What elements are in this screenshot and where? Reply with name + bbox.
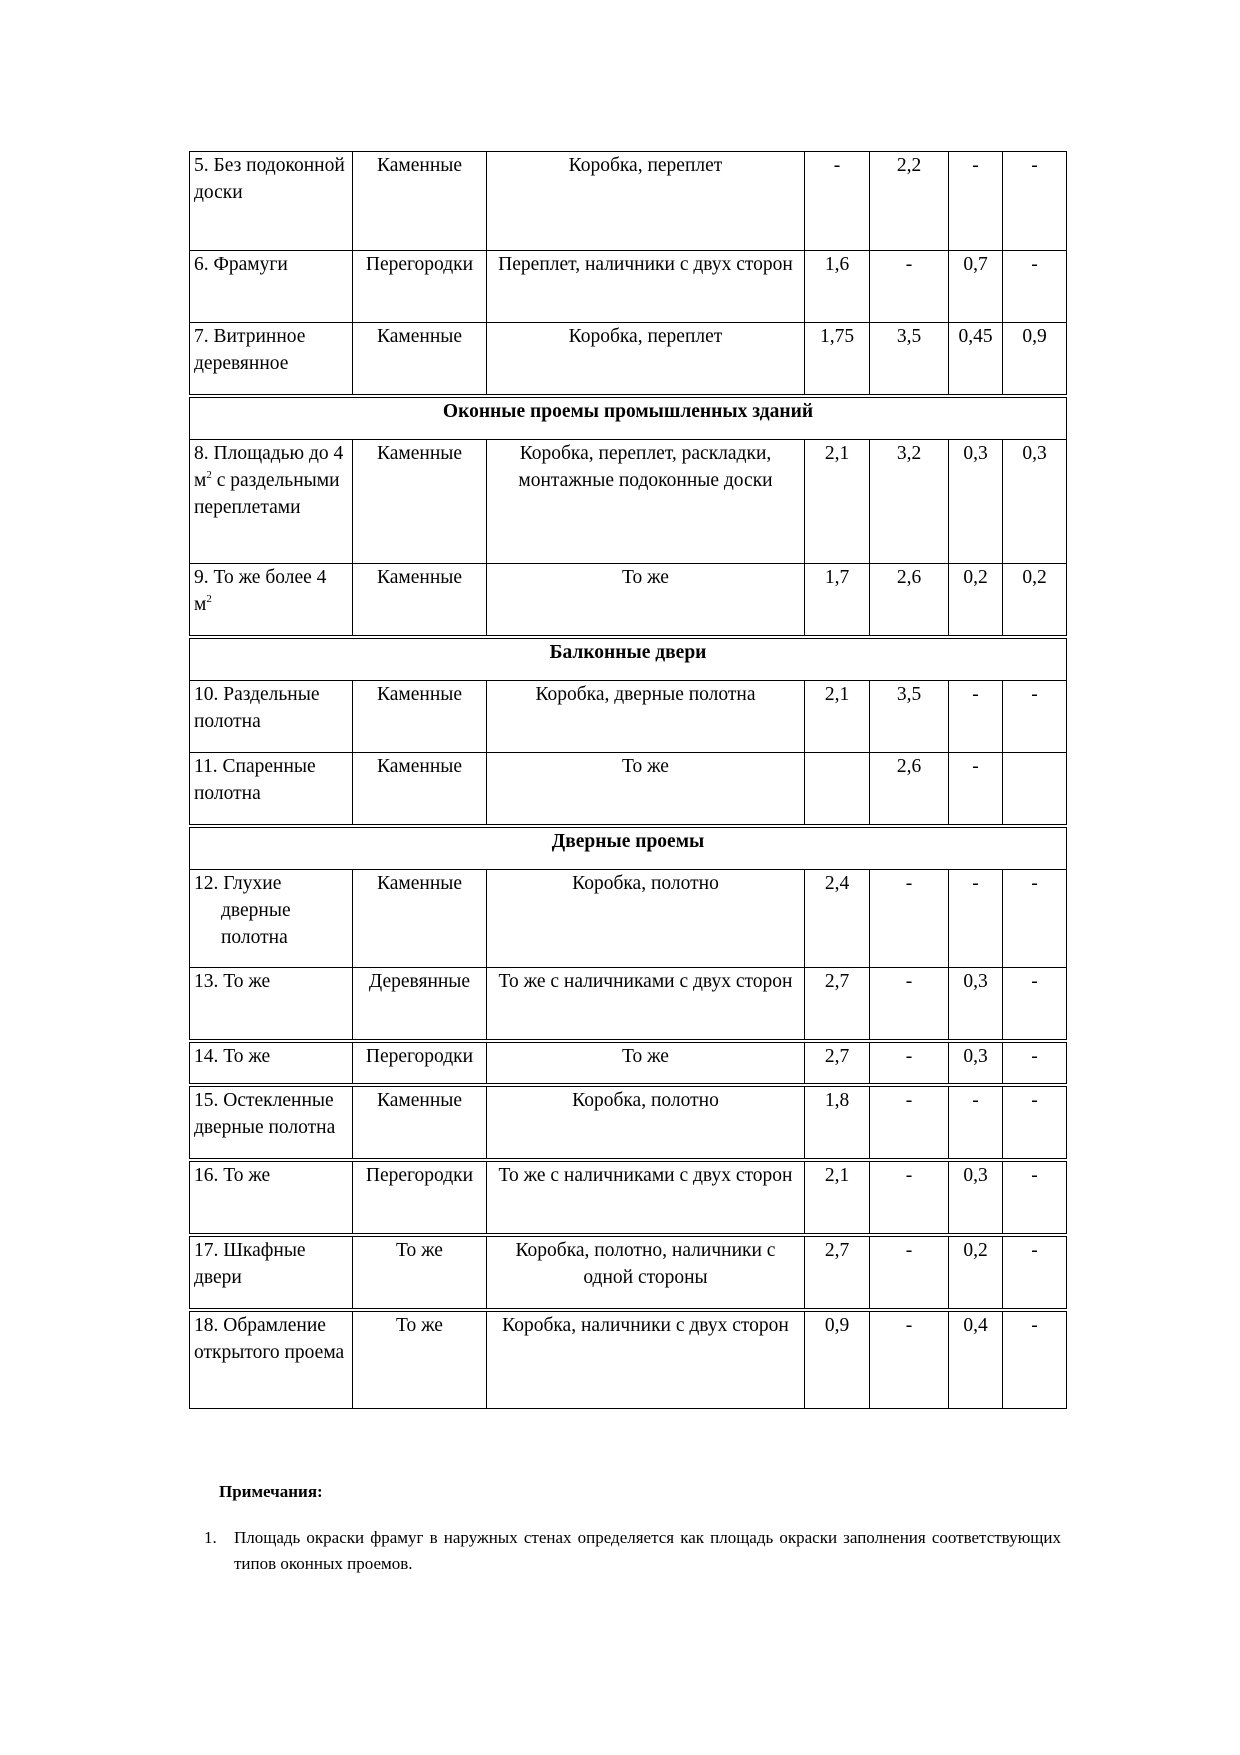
value-cell-4: - (1003, 152, 1067, 251)
value-cell-1: 2,7 (805, 1041, 870, 1085)
wall-cell: Каменные (353, 564, 487, 637)
value-cell-2: - (870, 870, 949, 968)
wall-cell: Каменные (353, 440, 487, 564)
value-cell-1: 1,6 (805, 251, 870, 323)
value-cell-4: - (1003, 251, 1067, 323)
section-header-row (190, 826, 1067, 870)
value-cell-3: - (949, 681, 1003, 753)
value-cell-4: - (1003, 1310, 1067, 1409)
table-row (190, 1041, 1067, 1085)
value-cell-1: 0,9 (805, 1310, 870, 1409)
value-cell-1: 2,1 (805, 1160, 870, 1235)
section-title: Дверные проемы (190, 826, 1067, 870)
wall-cell: Каменные (353, 681, 487, 753)
value-cell-2: 2,2 (870, 152, 949, 251)
elements-cell: Коробка, полотно, наличники с одной стороны (487, 1235, 805, 1310)
value-cell-3: 0,4 (949, 1310, 1003, 1409)
value-cell-1 (805, 753, 870, 826)
elements-cell: То же (487, 564, 805, 637)
value-cell-2: - (870, 1235, 949, 1310)
type-cell: 15. Остекленные дверные полотна (190, 1085, 353, 1160)
value-cell-3: - (949, 753, 1003, 826)
value-cell-3: - (949, 152, 1003, 251)
value-cell-1: 1,75 (805, 323, 870, 396)
type-cell: 11. Спаренные полотна (190, 753, 353, 826)
type-cell: 6. Фрамуги (190, 251, 353, 323)
section-title: Оконные проемы промышленных зданий (190, 396, 1067, 440)
table-row (190, 753, 1067, 826)
value-cell-2: - (870, 1041, 949, 1085)
notes-title: Примечания: (219, 1482, 323, 1501)
table-row (190, 1160, 1067, 1235)
type-cell: 17. Шкафные двери (190, 1235, 353, 1310)
value-cell-4: - (1003, 1085, 1067, 1160)
table-body (190, 152, 1067, 1409)
type-cell: 16. То же (190, 1160, 353, 1235)
value-cell-3: 0,3 (949, 440, 1003, 564)
wall-cell: Каменные (353, 152, 487, 251)
type-cell: 5. Без подоконной доски (190, 152, 353, 251)
value-cell-2: 3,5 (870, 323, 949, 396)
value-cell-4: - (1003, 1160, 1067, 1235)
value-cell-3: 0,3 (949, 1041, 1003, 1085)
value-cell-1: 2,1 (805, 440, 870, 564)
value-cell-4: 0,2 (1003, 564, 1067, 637)
elements-cell: Коробка, переплет (487, 323, 805, 396)
value-cell-1: 1,8 (805, 1085, 870, 1160)
value-cell-1: - (805, 152, 870, 251)
wall-cell: То же (353, 1235, 487, 1310)
value-cell-1: 1,7 (805, 564, 870, 637)
value-cell-3: - (949, 1085, 1003, 1160)
value-cell-4 (1003, 753, 1067, 826)
value-cell-3: 0,45 (949, 323, 1003, 396)
section-title: Балконные двери (190, 637, 1067, 681)
type-cell: 7. Витринное деревянное (190, 323, 353, 396)
note-number: 1. (204, 1528, 217, 1547)
type-cell: 13. То же (190, 968, 353, 1041)
value-cell-3: - (949, 870, 1003, 968)
wall-cell: То же (353, 1310, 487, 1409)
table-row (190, 1235, 1067, 1310)
note-item (204, 1525, 1061, 1577)
elements-cell: Коробка, наличники с двух сторон (487, 1310, 805, 1409)
wall-cell: Каменные (353, 323, 487, 396)
openings-table (189, 151, 1067, 1409)
type-cell: 10. Раздельные полотна (190, 681, 353, 753)
type-cell: 12. Глухие дверные полотна (190, 870, 353, 968)
type-cell (190, 440, 353, 564)
value-cell-2: 2,6 (870, 753, 949, 826)
wall-cell: Каменные (353, 1085, 487, 1160)
value-cell-3: 0,2 (949, 564, 1003, 637)
wall-cell: Перегородки (353, 1041, 487, 1085)
value-cell-1: 2,7 (805, 968, 870, 1041)
table-row (190, 564, 1067, 637)
table-row (190, 152, 1067, 251)
superscript: 2 (206, 593, 212, 605)
type-name: 8. Площадью до 4 м (194, 443, 344, 491)
value-cell-2: - (870, 968, 949, 1041)
value-cell-4: - (1003, 1041, 1067, 1085)
table-row (190, 251, 1067, 323)
wall-cell: Каменные (353, 753, 487, 826)
table-row (190, 440, 1067, 564)
wall-cell: Перегородки (353, 251, 487, 323)
value-cell-4: - (1003, 870, 1067, 968)
value-cell-3: 0,3 (949, 1160, 1003, 1235)
elements-cell: Коробка, полотно (487, 1085, 805, 1160)
value-cell-4: - (1003, 681, 1067, 753)
table-row (190, 681, 1067, 753)
elements-cell: Коробка, переплет, раскладки, монтажные подоконные доски (487, 440, 805, 564)
value-cell-2: 3,5 (870, 681, 949, 753)
type-cell (190, 564, 353, 637)
value-cell-1: 2,4 (805, 870, 870, 968)
superscript: 2 (206, 469, 212, 481)
table-row (190, 968, 1067, 1041)
elements-cell: То же (487, 753, 805, 826)
wall-cell: Каменные (353, 870, 487, 968)
type-cell: 14. То же (190, 1041, 353, 1085)
value-cell-2: - (870, 1310, 949, 1409)
value-cell-3: 0,3 (949, 968, 1003, 1041)
wall-cell: Перегородки (353, 1160, 487, 1235)
value-cell-2: 3,2 (870, 440, 949, 564)
table-row (190, 1085, 1067, 1160)
elements-cell: Коробка, переплет (487, 152, 805, 251)
elements-cell: Коробка, дверные полотна (487, 681, 805, 753)
value-cell-2: 2,6 (870, 564, 949, 637)
value-cell-3: 0,2 (949, 1235, 1003, 1310)
elements-cell: Переплет, наличники с двух сторон (487, 251, 805, 323)
elements-cell: То же с наличниками с двух сторон (487, 968, 805, 1041)
type-cell: 18. Обрамление открытого проема (190, 1310, 353, 1409)
value-cell-4: 0,3 (1003, 440, 1067, 564)
elements-cell: Коробка, полотно (487, 870, 805, 968)
elements-cell: То же (487, 1041, 805, 1085)
elements-cell: То же с наличниками с двух сторон (487, 1160, 805, 1235)
value-cell-2: - (870, 1160, 949, 1235)
notes-list (204, 1525, 1061, 1577)
value-cell-4: 0,9 (1003, 323, 1067, 396)
value-cell-2: - (870, 251, 949, 323)
value-cell-3: 0,7 (949, 251, 1003, 323)
type-name: 9. То же более 4 м (194, 567, 327, 615)
table-row (190, 1310, 1067, 1409)
value-cell-4: - (1003, 968, 1067, 1041)
type-name-tail: с раздельными переплетами (194, 470, 340, 518)
wall-cell: Деревянные (353, 968, 487, 1041)
value-cell-4: - (1003, 1235, 1067, 1310)
value-cell-1: 2,1 (805, 681, 870, 753)
value-cell-2: - (870, 1085, 949, 1160)
section-header-row (190, 396, 1067, 440)
note-text: Площадь окраски фрамуг в наружных стенах определяется как площадь окраски заполнения соответствующих типов оконных проемов. (234, 1528, 1061, 1573)
value-cell-1: 2,7 (805, 1235, 870, 1310)
section-header-row (190, 637, 1067, 681)
table-row (190, 870, 1067, 968)
table-row (190, 323, 1067, 396)
